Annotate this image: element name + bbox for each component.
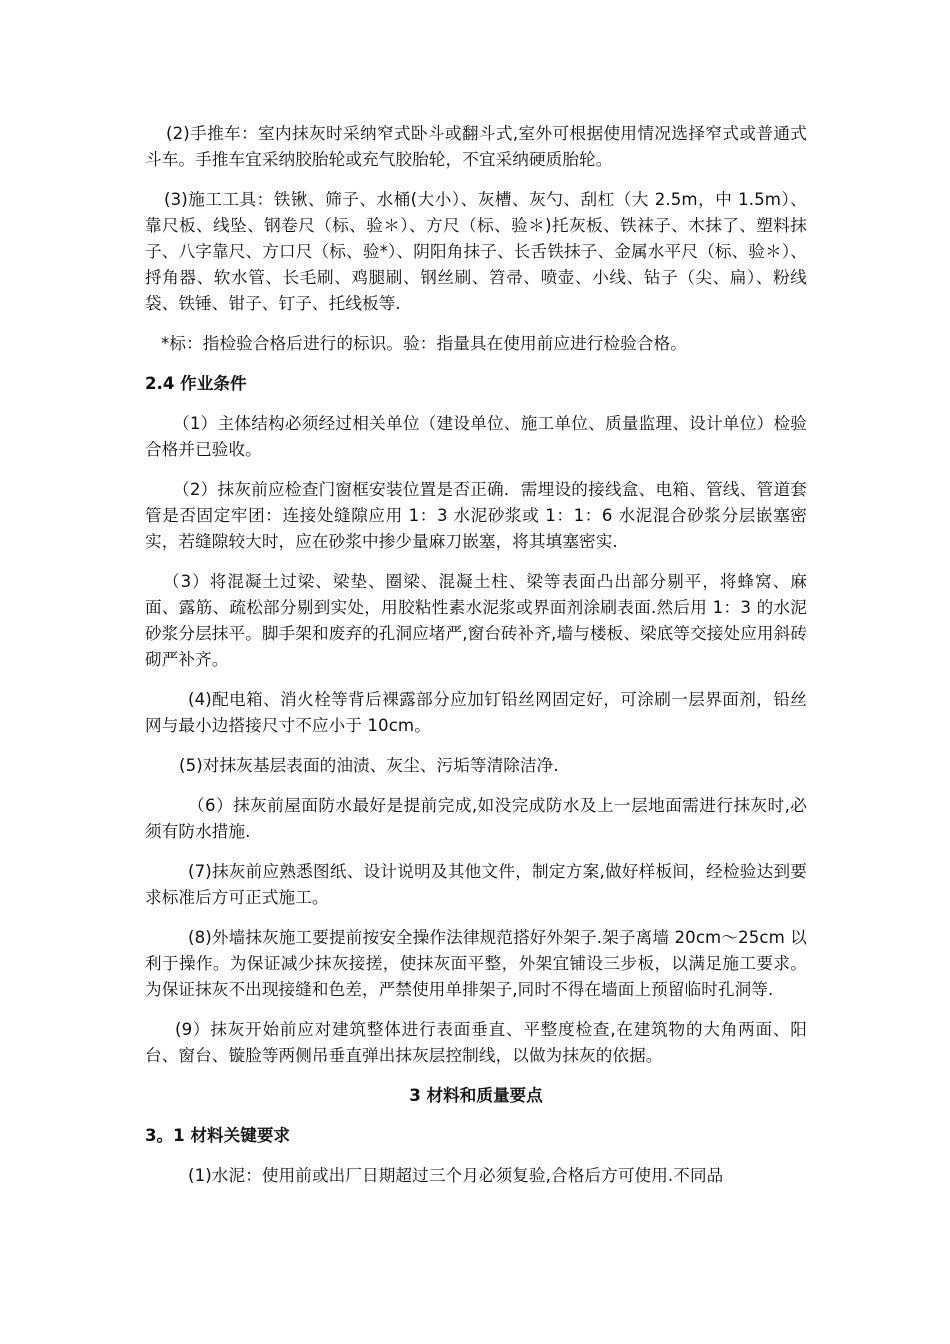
- paragraph-condition-5: (5)对抹灰基层表面的油渍、灰尘、污垢等清除洁净.: [179, 756, 559, 775]
- paragraph-note-mark: *标：指检验合格后进行的标识。验：指量具在使用前应进行检验合格。: [161, 334, 687, 353]
- paragraph-construction-tools: (3)施工工具：铁锹、筛子、水桶(大小）、灰槽、灰勺、刮杠（大 2.5m，中 1.5m）、靠尺板、线坠、钢卷尺（标、验＊）、方尺（标、验＊)托灰板、铁袜子、木抹了、塑料抹子、八字靠尺、方口尺（标、验*）、阴阳角抹子、长舌铁抹子、金属水平尺（标、验＊）、捋角器、软水管、长毛刷、鸡腿刷、钢丝刷、笤帚、喷壶、小线、钻子（尖、扁）、粉线袋、铁锤、钳子、钉子、托线板等.: [145, 190, 807, 313]
- paragraph-condition-9: (9）抹灰开始前应对建筑整体进行表面垂直、平整度检查,在建筑物的大角两面、阳台、窗台、镟脸等两侧吊垂直弹出抹灰层控制线，以做为抹灰的依据。: [145, 1020, 807, 1065]
- paragraph-condition-2: （2）抹灰前应检查门窗框安装位置是否正确．需埋设的接线盒、电箱、管线、管道套管是否固定牢团：连接处缝隙应用 1：3 水泥砂浆或 1：1：6 水泥混合砂浆分层嵌塞密实，若缝隙较大时，应在砂浆中掺少量麻刀嵌塞，将其填塞密实.: [145, 480, 807, 551]
- paragraph-hand-cart: (2)手推车：室内抹灰时采纳窄式卧斗或翻斗式,室外可根据使用情况选择窄式或普通式斗车。手推车宜采纳胶胎轮或充气胶胎轮，不宜采纳硬质胎轮。: [145, 124, 807, 169]
- paragraph-condition-7: (7)抹灰前应熟悉图纸、设计说明及其他文件，制定方案,做好样板间，经检验达到要求标准后方可正式施工。: [145, 862, 807, 907]
- paragraph-condition-6: （6）抹灰前屋面防水最好是提前完成,如没完成防水及上一层地面需进行抹灰时,必须有防水措施.: [145, 796, 807, 841]
- heading-work-conditions: 2.4 作业条件: [145, 374, 247, 393]
- paragraph-condition-1: （1）主体结构必须经过相关单位（建设单位、施工单位、质量监理、设计单位）检验合格并已验收。: [145, 414, 807, 459]
- document-body: [145, 121, 807, 1203]
- heading-materials-quality: 3 材料和质量要点: [409, 1086, 543, 1105]
- paragraph-condition-4: (4)配电箱、消火栓等背后裸露部分应加钉铅丝网固定好，可涂刷一层界面剂，铅丝网与最小边搭接尺寸不应小于 10cm。: [145, 690, 807, 735]
- paragraph-cement: (1)水泥：使用前或出厂日期超过三个月必须复验,合格后方可使用.不同品: [188, 1166, 724, 1185]
- heading-material-requirements: 3。1 材料关键要求: [145, 1126, 291, 1145]
- paragraph-condition-3: （3）将混凝土过梁、梁垫、圈梁、混凝土柱、梁等表面凸出部分剔平，将蜂窝、麻面、露筋、疏松部分剔到实处，用胶粘性素水泥浆或界面剂涂刷表面.然后用 1：3 的水泥砂浆分层抹平。脚手架和废弃的孔洞应堵严,窗台砖补齐,墙与楼板、梁底等交接处应用斜砖砌严补齐。: [145, 572, 807, 669]
- paragraph-condition-8: (8)外墙抹灰施工要提前按安全操作法律规范搭好外架子.架子离墙 20cm～25cm 以利于操作。为保证减少抹灰接搓，使抹灰面平整，外架宜铺设三步板，以满足施工要求。为保证抹灰不出现接缝和色差，严禁使用单排架子,同时不得在墙面上预留临时孔洞等.: [145, 928, 807, 999]
